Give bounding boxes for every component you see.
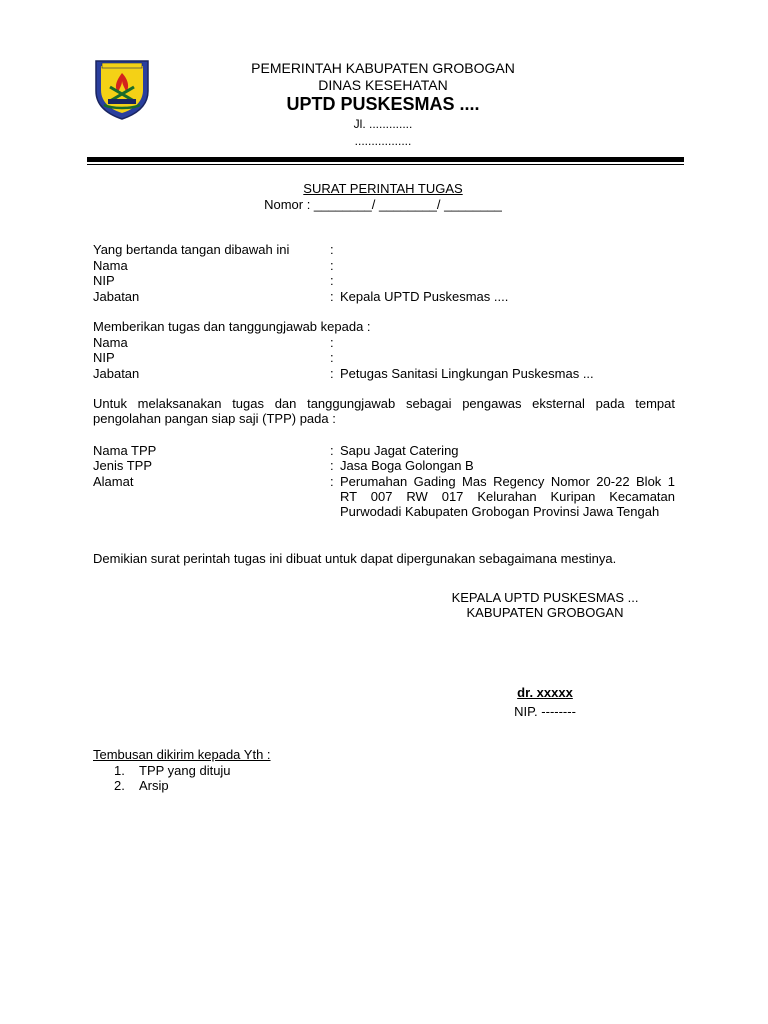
cc-item-number: 1.: [114, 763, 125, 778]
signature-region: KABUPATEN GROBOGAN: [466, 605, 624, 620]
header-address: Jl. .............: [353, 117, 413, 131]
header-department: DINAS KESEHATAN: [318, 77, 448, 93]
document-number: Nomor : ________/ ________/ ________: [264, 197, 502, 212]
closing-statement: Demikian surat perintah tugas ini dibuat untuk dapat dipergunakan sebagaimana mestinya.: [93, 551, 617, 566]
assignee-intro: Memberikan tugas dan tanggungjawab kepada :: [93, 319, 371, 334]
cc-title: Tembusan dikirim kepada Yth :: [93, 747, 271, 762]
tpp-name-value: Sapu Jagat Catering: [340, 443, 459, 458]
signature-nip: NIP. --------: [514, 704, 576, 719]
signer-name-label: Nama: [93, 258, 128, 273]
tpp-address-value: Perumahan Gading Mas Regency Nomor 20-22 Blok 1 RT 007 RW 017 Kelurahan Kuripan Kecamatan Purwodadi Kabupaten Grobogan Provinsi Jawa Tengah: [340, 474, 675, 519]
cc-item: Arsip: [139, 778, 169, 793]
header-institution: UPTD PUSKESMAS ....: [286, 94, 480, 114]
header-address-line2: .................: [354, 134, 412, 148]
document-title: SURAT PERINTAH TUGAS: [303, 181, 463, 196]
signer-position-label: Jabatan: [93, 289, 140, 304]
tpp-type-label: Jenis TPP: [93, 458, 153, 473]
colon: :: [330, 242, 334, 257]
colon: :: [330, 443, 334, 458]
signer-position-value: Kepala UPTD Puskesmas ....: [340, 289, 509, 304]
colon: :: [330, 350, 334, 365]
colon: :: [330, 366, 334, 381]
tpp-name-label: Nama TPP: [93, 443, 157, 458]
signer-nip-label: NIP: [93, 273, 115, 288]
cc-item-number: 2.: [114, 778, 125, 793]
colon: :: [330, 474, 334, 489]
signer-intro: Yang bertanda tangan dibawah ini: [93, 242, 290, 257]
colon: :: [330, 289, 334, 304]
colon: :: [330, 335, 334, 350]
signature-title: KEPALA UPTD PUSKESMAS ...: [451, 590, 639, 605]
header-divider-thick: [87, 157, 684, 162]
assignee-position-label: Jabatan: [93, 366, 140, 381]
colon: :: [330, 258, 334, 273]
assignee-position-value: Petugas Sanitasi Lingkungan Puskesmas ...: [340, 366, 594, 381]
assignee-nip-label: NIP: [93, 350, 115, 365]
signature-name: dr. xxxxx: [517, 685, 573, 700]
tpp-type-value: Jasa Boga Golongan B: [340, 458, 474, 473]
assignee-name-label: Nama: [93, 335, 128, 350]
header-government: PEMERINTAH KABUPATEN GROBOGAN: [251, 60, 515, 76]
header-divider-thin: [87, 164, 684, 165]
colon: :: [330, 273, 334, 288]
cc-item: TPP yang dituju: [139, 763, 231, 778]
purpose-paragraph: Untuk melaksanakan tugas dan tanggungjawab sebagai pengawas eksternal pada tempat pengolahan pangan siap saji (TPP) pada :: [93, 396, 675, 426]
tpp-address-label: Alamat: [93, 474, 134, 489]
grobogan-regency-emblem-icon: [92, 57, 152, 121]
colon: :: [330, 458, 334, 473]
